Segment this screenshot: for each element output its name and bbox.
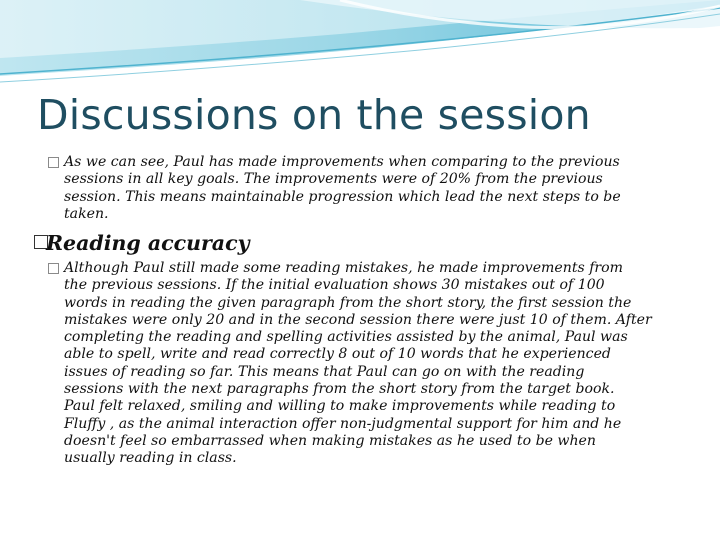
bullet-box-icon [48,263,59,274]
text-line: able to spell, write and read correctly 8 out of 10 words that he experienced [64,346,611,363]
text-line: doesn't feel so embarrassed when making mistakes as he used to be when [64,432,596,449]
text-line: taken. [64,205,109,222]
text-line: Fluffy , as the animal interaction offer non-judgmental support for him and he [64,415,622,432]
bullet-box-icon [48,157,59,168]
text-line: usually reading in class. [64,450,237,467]
text-line: Paul felt relaxed, smiling and willing to make improvements while reading to [64,398,616,415]
text-line: issues of reading so far. This means that Paul can go on with the reading [64,363,585,380]
decorative-banner [0,0,720,90]
paragraph-reading-accuracy [64,260,684,468]
text-line: sessions in all key goals. The improvements were of 20% from the previous [64,171,603,188]
text-line: session. This means maintainable progression which lead the next steps to be [64,188,621,205]
text-line: words in reading the given paragraph from the short story, the first session the [64,294,632,311]
text-line: completing the reading and spelling activities assisted by the animal, Paul was [64,329,628,346]
text-line: As we can see, Paul has made improvements when comparing to the previous [64,154,620,170]
text-line: sessions with the next paragraphs from the short story from the target book. [64,381,615,398]
section-heading: Reading accuracy [46,231,250,255]
text-line: Although Paul still made some reading mistakes, he made improvements from [64,260,624,276]
slide-title: Discussions on the session [37,91,591,139]
text-line: mistakes were only 20 and in the second session there were just 10 of them. After [64,311,652,328]
paragraph-summary [64,154,664,223]
text-line: the previous sessions. If the initial evaluation shows 30 mistakes out of 100 [64,277,605,294]
